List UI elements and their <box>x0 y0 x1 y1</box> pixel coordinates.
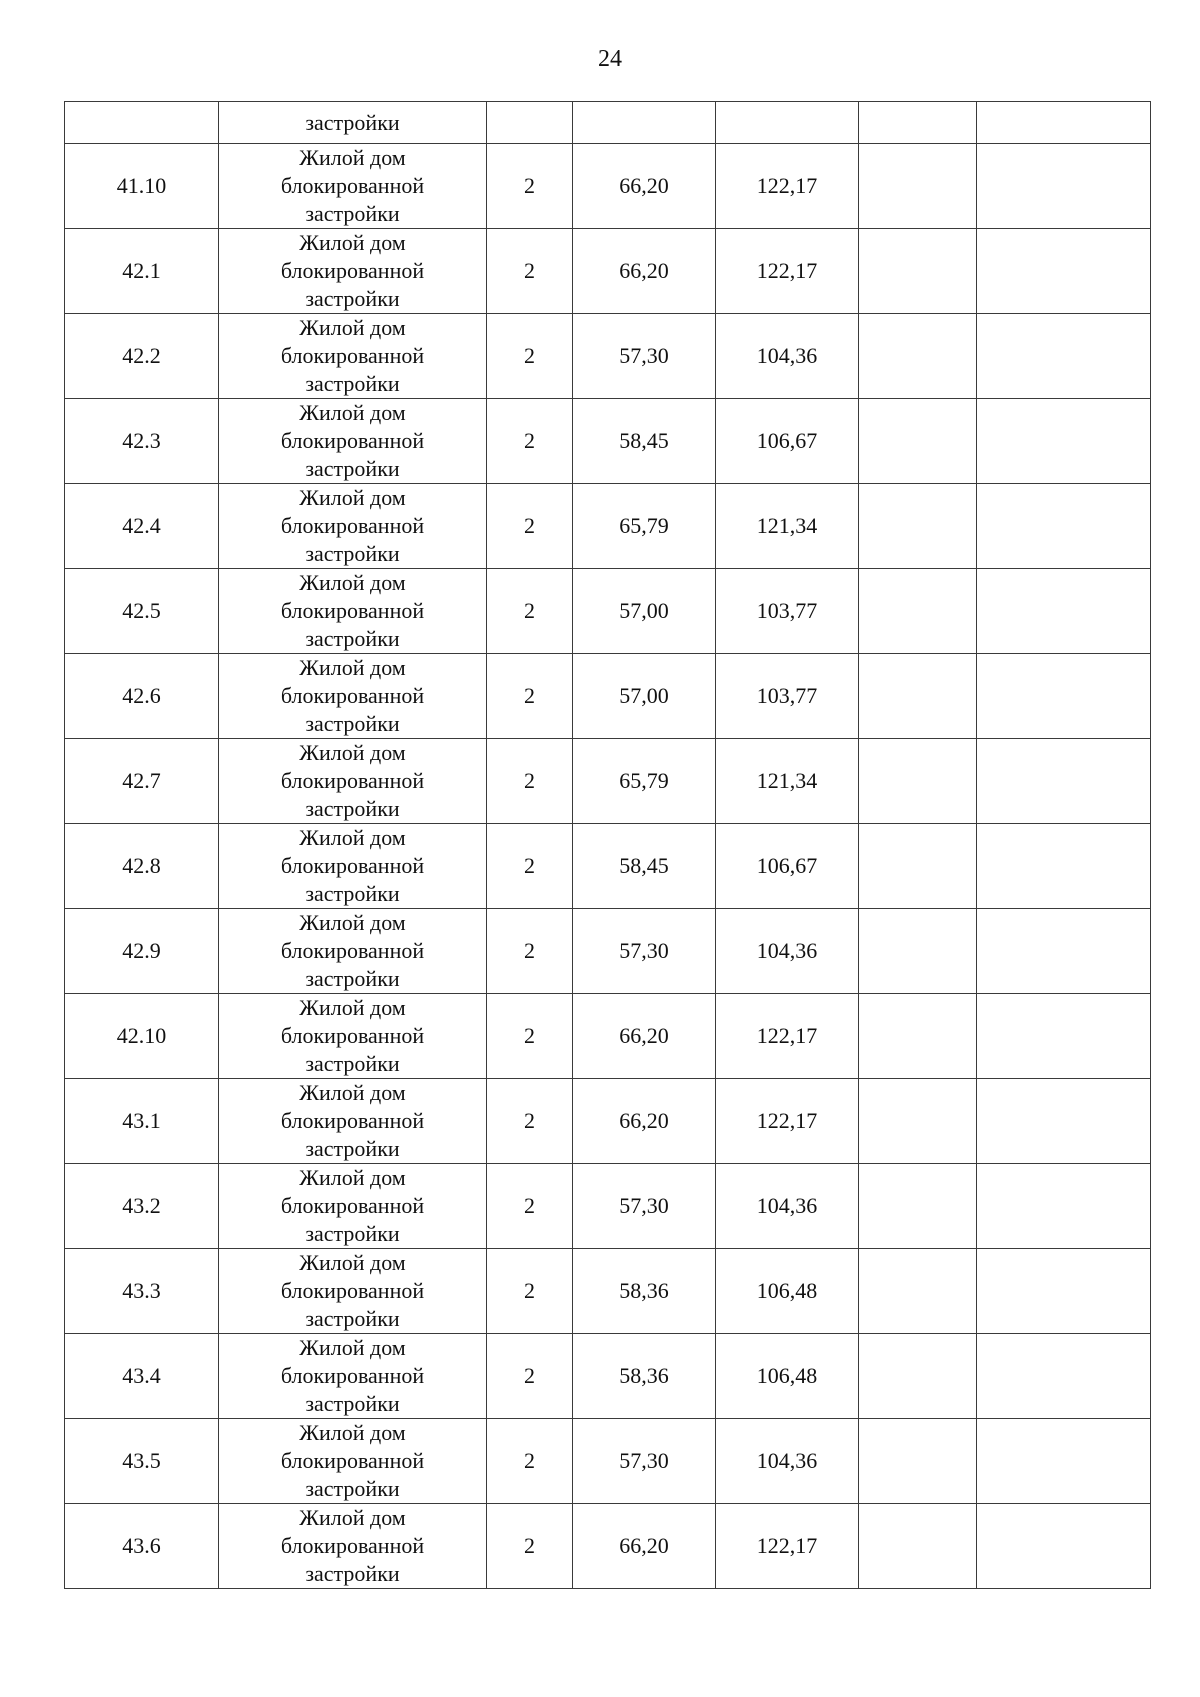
cell-empty-2 <box>977 1249 1151 1334</box>
cell-empty-1 <box>859 1419 977 1504</box>
table-row <box>65 1504 1151 1589</box>
cell-building-type <box>219 399 487 484</box>
cell-number <box>65 102 219 144</box>
buildings-table <box>64 101 1151 1589</box>
cell-area-b: 103,77 <box>716 569 859 654</box>
cell-building-type <box>219 654 487 739</box>
cell-building-type <box>219 739 487 824</box>
cell-empty-2 <box>977 399 1151 484</box>
cell-floors: 2 <box>487 314 573 399</box>
building-type-text: Жилой дом блокированной застройки <box>280 145 425 226</box>
cell-building-type <box>219 1249 487 1334</box>
building-type-text: Жилой дом блокированной застройки <box>280 995 425 1076</box>
cell-empty-1 <box>859 229 977 314</box>
cell-number: 42.9 <box>65 909 219 994</box>
cell-floors: 2 <box>487 1504 573 1589</box>
cell-number: 43.1 <box>65 1079 219 1164</box>
cell-empty-1 <box>859 824 977 909</box>
table-row <box>65 1164 1151 1249</box>
cell-empty-2 <box>977 229 1151 314</box>
cell-area-a: 58,36 <box>573 1249 716 1334</box>
cell-empty-2 <box>977 824 1151 909</box>
cell-area-a <box>573 102 716 144</box>
cell-empty-2 <box>977 1334 1151 1419</box>
table-row <box>65 909 1151 994</box>
cell-building-type <box>219 994 487 1079</box>
table-row <box>65 994 1151 1079</box>
cell-area-b: 104,36 <box>716 909 859 994</box>
cell-number: 42.6 <box>65 654 219 739</box>
building-type-text: Жилой дом блокированной застройки <box>280 570 425 651</box>
cell-empty-1 <box>859 994 977 1079</box>
cell-area-a: 57,30 <box>573 314 716 399</box>
cell-area-b: 104,36 <box>716 314 859 399</box>
cell-empty-1 <box>859 739 977 824</box>
cell-number: 43.6 <box>65 1504 219 1589</box>
cell-empty-2 <box>977 909 1151 994</box>
cell-area-b: 121,34 <box>716 484 859 569</box>
cell-empty-1 <box>859 569 977 654</box>
cell-empty-1 <box>859 1334 977 1419</box>
building-type-text: Жилой дом блокированной застройки <box>280 315 425 396</box>
cell-area-a: 66,20 <box>573 144 716 229</box>
table-row <box>65 314 1151 399</box>
cell-number: 42.10 <box>65 994 219 1079</box>
cell-empty-2 <box>977 994 1151 1079</box>
cell-empty-1 <box>859 144 977 229</box>
building-type-text: Жилой дом блокированной застройки <box>280 1420 425 1501</box>
cell-area-b: 106,48 <box>716 1249 859 1334</box>
table-row <box>65 1334 1151 1419</box>
cell-building-type <box>219 1504 487 1589</box>
cell-empty-2 <box>977 739 1151 824</box>
cell-number: 42.4 <box>65 484 219 569</box>
cell-building-type <box>219 569 487 654</box>
cell-number: 42.8 <box>65 824 219 909</box>
table-row <box>65 739 1151 824</box>
table-row <box>65 824 1151 909</box>
cell-area-b: 104,36 <box>716 1419 859 1504</box>
cell-area-b: 106,48 <box>716 1334 859 1419</box>
cell-empty-2 <box>977 1504 1151 1589</box>
cell-floors: 2 <box>487 1079 573 1164</box>
cell-area-a: 57,00 <box>573 569 716 654</box>
cell-building-type <box>219 1164 487 1249</box>
cell-number: 43.5 <box>65 1419 219 1504</box>
cell-floors: 2 <box>487 739 573 824</box>
cell-area-b: 103,77 <box>716 654 859 739</box>
cell-building-type <box>219 1419 487 1504</box>
cell-area-a: 57,30 <box>573 909 716 994</box>
cell-number: 42.1 <box>65 229 219 314</box>
cell-floors: 2 <box>487 399 573 484</box>
cell-empty-2 <box>977 654 1151 739</box>
building-type-text: Жилой дом блокированной застройки <box>280 1165 425 1246</box>
building-type-text: Жилой дом блокированной застройки <box>280 1335 425 1416</box>
cell-area-a: 57,30 <box>573 1419 716 1504</box>
cell-empty-1 <box>859 314 977 399</box>
cell-number: 43.2 <box>65 1164 219 1249</box>
cell-area-a: 66,20 <box>573 1079 716 1164</box>
cell-area-a: 66,20 <box>573 1504 716 1589</box>
page-number: 24 <box>598 46 622 72</box>
cell-floors: 2 <box>487 484 573 569</box>
cell-empty-1 <box>859 654 977 739</box>
cell-area-a: 57,00 <box>573 654 716 739</box>
cell-empty-1 <box>859 1249 977 1334</box>
building-type-text: Жилой дом блокированной застройки <box>280 1250 425 1331</box>
cell-empty-2 <box>977 314 1151 399</box>
cell-area-a: 66,20 <box>573 994 716 1079</box>
cell-floors: 2 <box>487 144 573 229</box>
cell-empty-1 <box>859 399 977 484</box>
table-row <box>65 654 1151 739</box>
cell-empty-2 <box>977 569 1151 654</box>
cell-floors: 2 <box>487 824 573 909</box>
cell-area-a: 65,79 <box>573 739 716 824</box>
table-body <box>65 102 1151 1589</box>
building-type-text: Жилой дом блокированной застройки <box>280 230 425 311</box>
cell-number: 42.5 <box>65 569 219 654</box>
table-row <box>65 399 1151 484</box>
cell-empty-1 <box>859 102 977 144</box>
cell-empty-2 <box>977 144 1151 229</box>
cell-empty-2 <box>977 484 1151 569</box>
building-type-text: Жилой дом блокированной застройки <box>280 1505 425 1586</box>
cell-building-type <box>219 229 487 314</box>
cell-area-a: 58,45 <box>573 824 716 909</box>
building-type-text: Жилой дом блокированной застройки <box>280 740 425 821</box>
cell-floors: 2 <box>487 1334 573 1419</box>
cell-empty-1 <box>859 1164 977 1249</box>
cell-area-a: 58,45 <box>573 399 716 484</box>
building-type-text: Жилой дом блокированной застройки <box>280 655 425 736</box>
cell-empty-2 <box>977 1164 1151 1249</box>
cell-number: 43.4 <box>65 1334 219 1419</box>
cell-number: 42.3 <box>65 399 219 484</box>
cell-area-b: 106,67 <box>716 399 859 484</box>
cell-floors: 2 <box>487 1419 573 1504</box>
building-type-text: Жилой дом блокированной застройки <box>280 1080 425 1161</box>
cell-building-type: застройки <box>219 102 487 144</box>
cell-floors: 2 <box>487 994 573 1079</box>
table-row <box>65 1249 1151 1334</box>
cell-empty-1 <box>859 484 977 569</box>
cell-building-type <box>219 824 487 909</box>
cell-building-type <box>219 484 487 569</box>
cell-number: 43.3 <box>65 1249 219 1334</box>
cell-area-b: 122,17 <box>716 144 859 229</box>
cell-building-type <box>219 909 487 994</box>
cell-area-b: 106,67 <box>716 824 859 909</box>
cell-building-type <box>219 1079 487 1164</box>
cell-area-b: 122,17 <box>716 1079 859 1164</box>
cell-empty-1 <box>859 1079 977 1164</box>
cell-floors: 2 <box>487 1249 573 1334</box>
cell-floors: 2 <box>487 569 573 654</box>
cell-floors: 2 <box>487 229 573 314</box>
cell-empty-2 <box>977 1079 1151 1164</box>
cell-floors: 2 <box>487 654 573 739</box>
building-type-text: Жилой дом блокированной застройки <box>280 400 425 481</box>
cell-floors: 2 <box>487 909 573 994</box>
table-row <box>65 484 1151 569</box>
cell-number: 42.2 <box>65 314 219 399</box>
table-row <box>65 1419 1151 1504</box>
cell-empty-2 <box>977 102 1151 144</box>
table-row-continuation <box>65 102 1151 144</box>
cell-area-b: 122,17 <box>716 1504 859 1589</box>
cell-building-type <box>219 1334 487 1419</box>
table-row <box>65 229 1151 314</box>
table-row <box>65 1079 1151 1164</box>
building-type-text: Жилой дом блокированной застройки <box>280 825 425 906</box>
cell-area-a: 57,30 <box>573 1164 716 1249</box>
cell-empty-1 <box>859 909 977 994</box>
cell-area-b <box>716 102 859 144</box>
cell-building-type <box>219 144 487 229</box>
cell-floors <box>487 102 573 144</box>
table-row <box>65 569 1151 654</box>
table-row <box>65 144 1151 229</box>
cell-area-a: 65,79 <box>573 484 716 569</box>
building-type-text: Жилой дом блокированной застройки <box>280 485 425 566</box>
cell-area-b: 122,17 <box>716 994 859 1079</box>
cell-empty-1 <box>859 1504 977 1589</box>
cell-floors: 2 <box>487 1164 573 1249</box>
cell-area-b: 122,17 <box>716 229 859 314</box>
cell-number: 42.7 <box>65 739 219 824</box>
cell-empty-2 <box>977 1419 1151 1504</box>
cell-area-a: 58,36 <box>573 1334 716 1419</box>
cell-area-b: 104,36 <box>716 1164 859 1249</box>
building-type-text: Жилой дом блокированной застройки <box>280 910 425 991</box>
cell-building-type <box>219 314 487 399</box>
cell-area-b: 121,34 <box>716 739 859 824</box>
cell-number: 41.10 <box>65 144 219 229</box>
cell-area-a: 66,20 <box>573 229 716 314</box>
